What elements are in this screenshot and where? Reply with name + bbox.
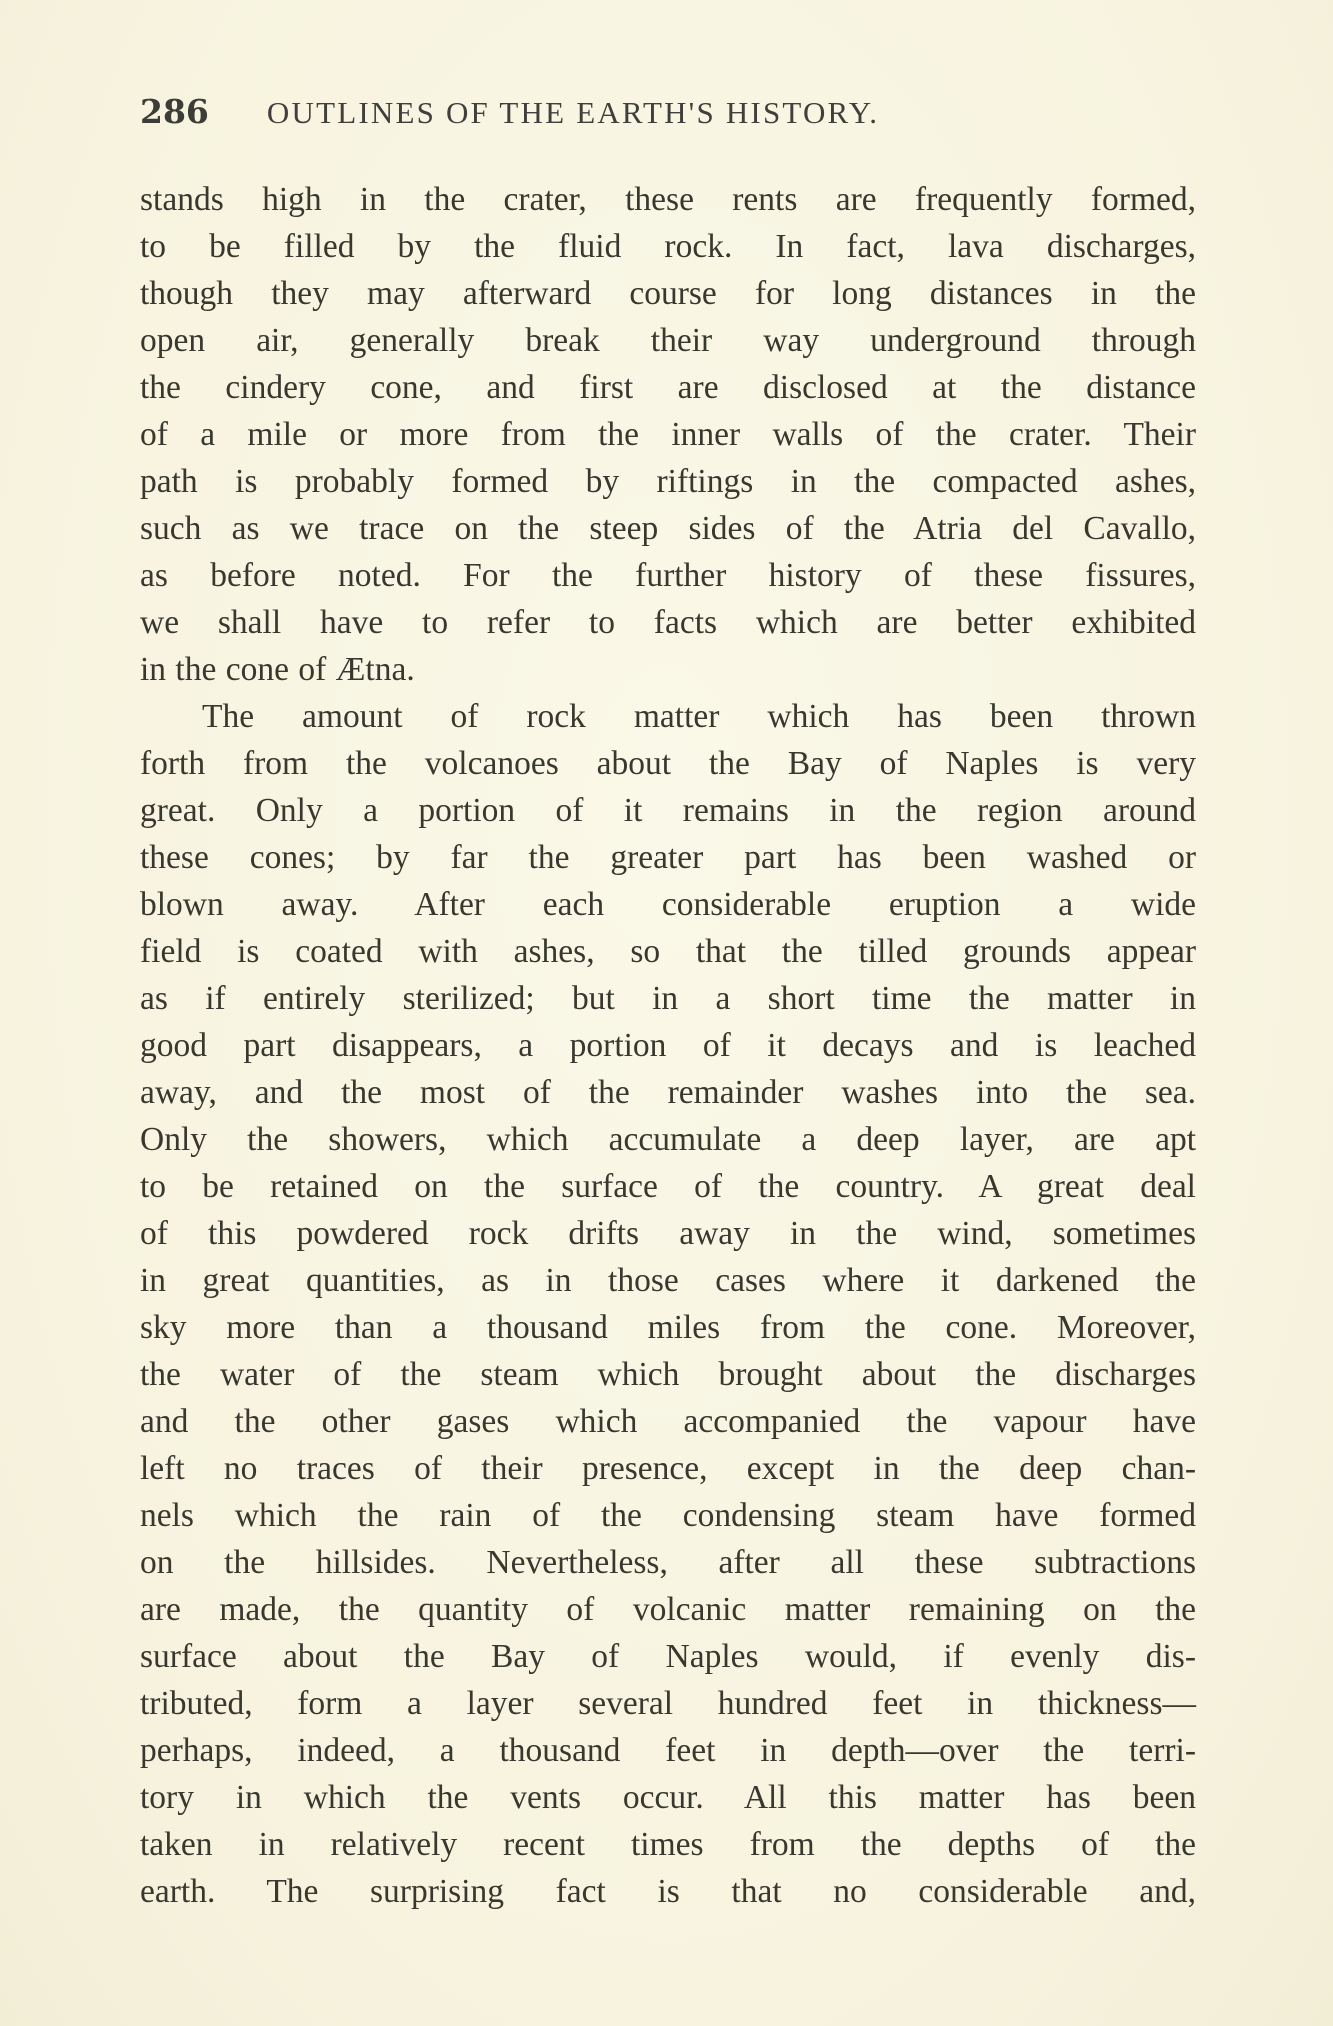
text-line: great. Only a portion of it remains in the region around [140, 792, 1196, 829]
text-line: in the cone of Ætna. [140, 651, 415, 688]
text-line: forth from the volcanoes about the Bay of Naples is very [140, 745, 1196, 782]
text-line: tributed, form a layer several hundred feet in thickness— [140, 1685, 1196, 1722]
text-line: and the other gases which accompanied the vapour have [140, 1403, 1196, 1440]
text-line: the cindery cone, and first are disclosed at the distance [140, 369, 1196, 406]
text-line: we shall have to refer to facts which are better exhibited [140, 604, 1196, 641]
text-line: in great quantities, as in those cases where it darkened the [140, 1262, 1196, 1299]
text-line: blown away. After each considerable eruption a wide [140, 886, 1196, 923]
paragraph-1 [140, 176, 1196, 693]
text-line: left no traces of their presence, except in the deep chan- [140, 1450, 1196, 1487]
text-line: away, and the most of the remainder washes into the sea. [140, 1074, 1196, 1111]
text-line: field is coated with ashes, so that the tilled grounds appear [140, 933, 1196, 970]
text-line: earth. The surprising fact is that no considerable and, [140, 1873, 1196, 1910]
text-line: such as we trace on the steep sides of the Atria del Cavallo, [140, 510, 1196, 547]
paragraph-2 [140, 693, 1196, 1915]
text-line: surface about the Bay of Naples would, if evenly dis- [140, 1638, 1196, 1675]
text-line: the water of the steam which brought about the discharges [140, 1356, 1196, 1393]
text-line: of a mile or more from the inner walls of the crater. Their [140, 416, 1196, 453]
text-line: Only the showers, which accumulate a deep layer, are apt [140, 1121, 1196, 1158]
text-line: path is probably formed by riftings in the compacted ashes, [140, 463, 1196, 500]
text-line: to be filled by the fluid rock. In fact, lava discharges, [140, 228, 1196, 265]
text-line: perhaps, indeed, a thousand feet in depth—over the terri- [140, 1732, 1196, 1769]
text-line: tory in which the vents occur. All this matter has been [140, 1779, 1196, 1816]
text-line: are made, the quantity of volcanic matter remaining on the [140, 1591, 1196, 1628]
text-line: nels which the rain of the condensing steam have formed [140, 1497, 1196, 1534]
text-line: of this powdered rock drifts away in the wind, sometimes [140, 1215, 1196, 1252]
running-head [140, 92, 1200, 136]
text-line: sky more than a thousand miles from the cone. Moreover, [140, 1309, 1196, 1346]
text-line: stands high in the crater, these rents are frequently formed, [140, 181, 1196, 218]
body-text [140, 176, 1196, 1915]
text-line: these cones; by far the greater part has been washed or [140, 839, 1196, 876]
text-line: as before noted. For the further history of these fissures, [140, 557, 1196, 594]
text-line: as if entirely sterilized; but in a short time the matter in [140, 980, 1196, 1017]
text-line: good part disappears, a portion of it decays and is leached [140, 1027, 1196, 1064]
text-line: to be retained on the surface of the country. A great deal [140, 1168, 1196, 1205]
text-line: on the hillsides. Nevertheless, after all these subtractions [140, 1544, 1196, 1581]
running-title: OUTLINES OF THE EARTH'S HISTORY. [266, 95, 880, 130]
text-line: The amount of rock matter which has been thrown [202, 698, 1196, 735]
text-line: open air, generally break their way underground through [140, 322, 1196, 359]
text-line: though they may afterward course for long distances in the [140, 275, 1196, 312]
page-number: 286 [140, 92, 209, 131]
text-line: taken in relatively recent times from the depths of the [140, 1826, 1196, 1863]
